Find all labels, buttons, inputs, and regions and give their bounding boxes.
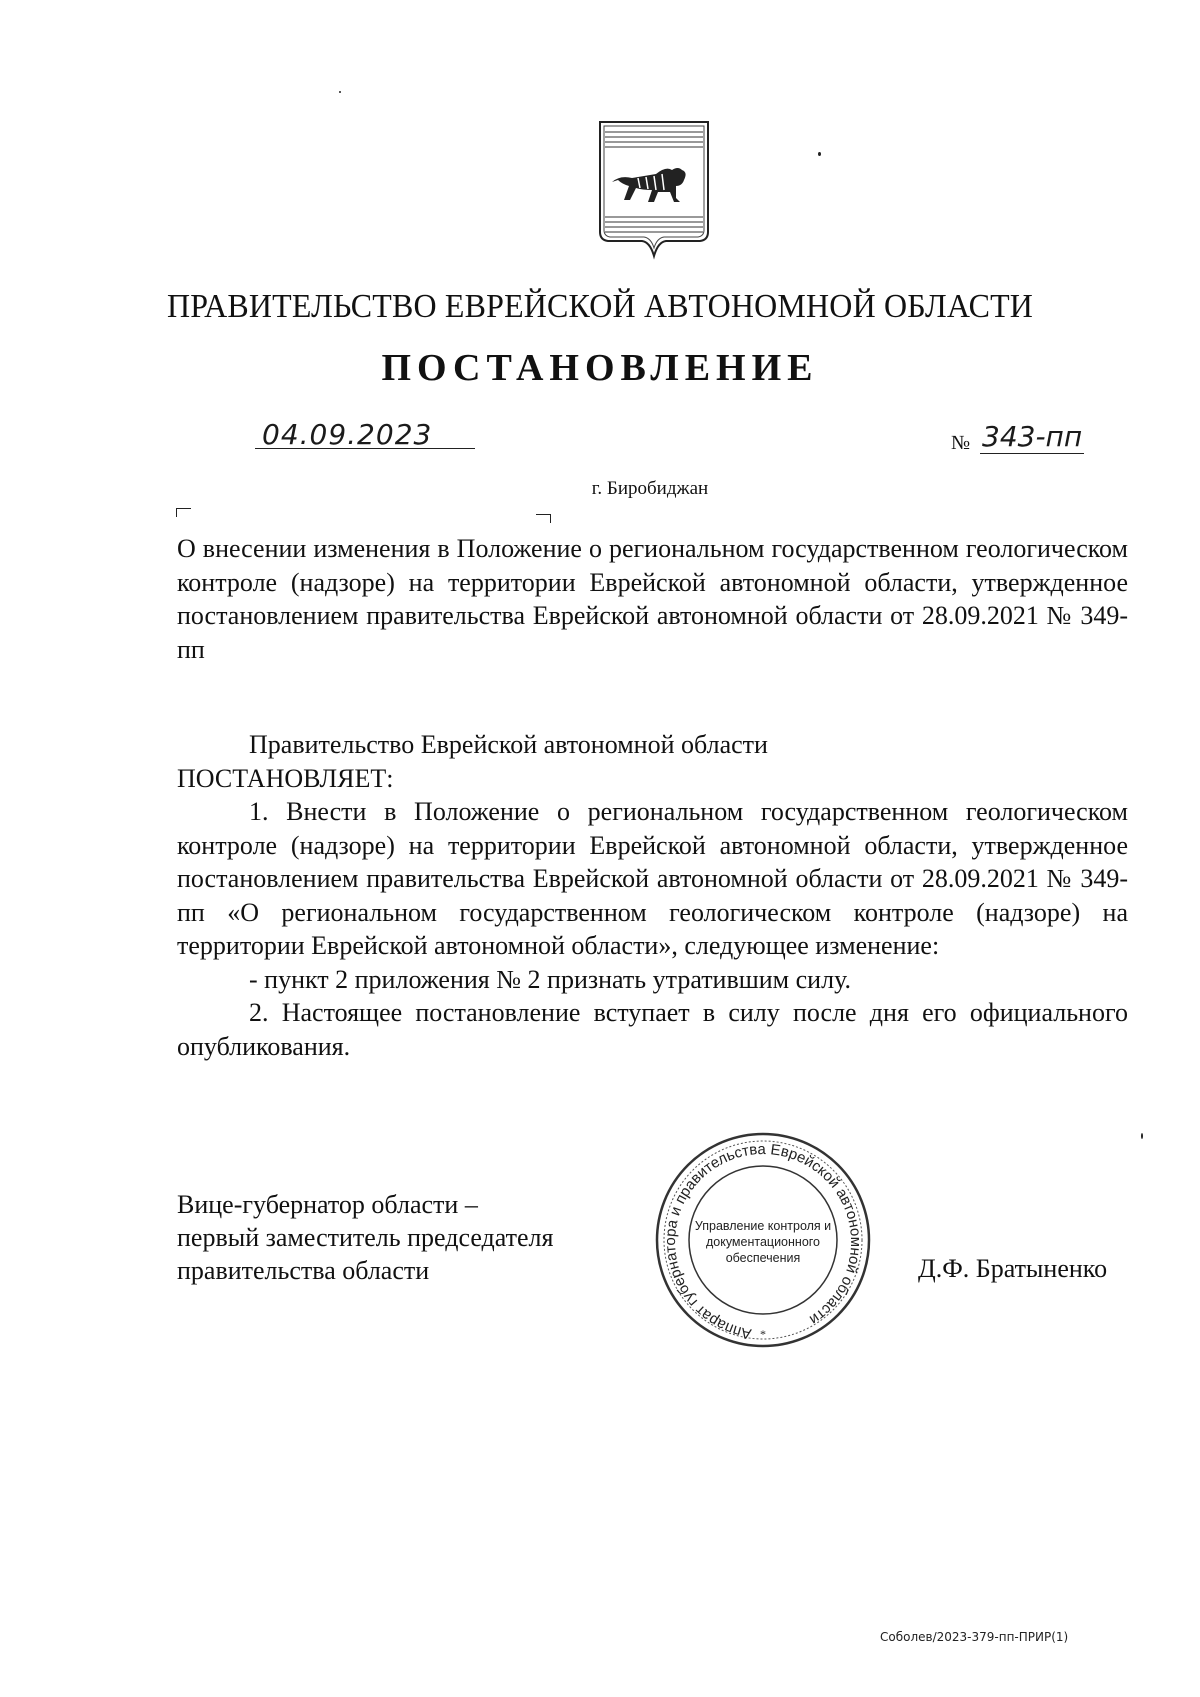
svg-text:*: * (760, 1327, 766, 1341)
footer-reference: Соболев/2023-379-пп-ПРИР(1) (880, 1630, 1069, 1644)
tiger-figure (612, 168, 686, 202)
resolves-word: ПОСТАНОВЛЯЕТ: (177, 763, 394, 793)
number-label: № (951, 432, 971, 454)
official-stamp (651, 1130, 875, 1350)
scan-speck (818, 152, 821, 156)
number-underline (980, 453, 1084, 454)
coat-of-arms-emblem (596, 120, 712, 260)
stamp-inner-line: Управление контроля и (694, 1219, 832, 1233)
document-number: 343-пп (982, 420, 1083, 453)
document-type-title: ПОСТАНОВЛЕНИЕ (381, 347, 819, 389)
stamp-outer-text: Аппарат губернатора и правительства Еврейской автономной области (662, 1140, 865, 1343)
preamble: Правительство Еврейской автономной области (249, 730, 768, 759)
date-underline (255, 448, 475, 449)
item-1-sub: - пункт 2 приложения № 2 признать утратившим силу. (249, 964, 851, 994)
signatory-role (177, 1188, 553, 1287)
item-1: 1. Внести в Положение о региональном государственном геологическом контроле (надзоре) на территории Еврейской автономной области, утвержденное постановлением правительства Еврейской автономной области от 28.09.2021 № 349-пп «О региональном государственном геологическом контроле (надзоре) на территории Еврейской автономной области», следующее изменение: (177, 797, 1128, 960)
subject-bracket-left (176, 508, 191, 517)
city-line: г. Биробиджан (591, 478, 709, 499)
document-date: 04.09.2023 (262, 418, 433, 451)
subject-bracket-right (536, 514, 551, 523)
signatory-role-line: первый заместитель председателя (177, 1223, 554, 1252)
signatory-role-line: правительства области (177, 1256, 430, 1285)
scan-speck (1141, 1133, 1143, 1139)
document-subject: О внесении изменения в Положение о региональном государственном геологическом контроле (надзоре) на территории Еврейской автономной области, утвержденное постановлением правительства Еврейской автономной области от 28.09.2021 № 349-пп (177, 534, 1128, 664)
scan-speck (339, 91, 341, 93)
government-title: ПРАВИТЕЛЬСТВО ЕВРЕЙСКОЙ АВТОНОМНОЙ ОБЛАСТИ (166, 288, 1034, 325)
document-body (177, 728, 1128, 1063)
item-2: 2. Настоящее постановление вступает в силу после дня его официального опубликования. (177, 998, 1128, 1061)
signatory-role-line: Вице-губернатор области – (177, 1190, 478, 1219)
stamp-inner-line: документационного (705, 1235, 821, 1249)
stamp-inner-line: обеспечения (725, 1251, 801, 1265)
signatory-name: Д.Ф. Братыненко (918, 1254, 1108, 1283)
